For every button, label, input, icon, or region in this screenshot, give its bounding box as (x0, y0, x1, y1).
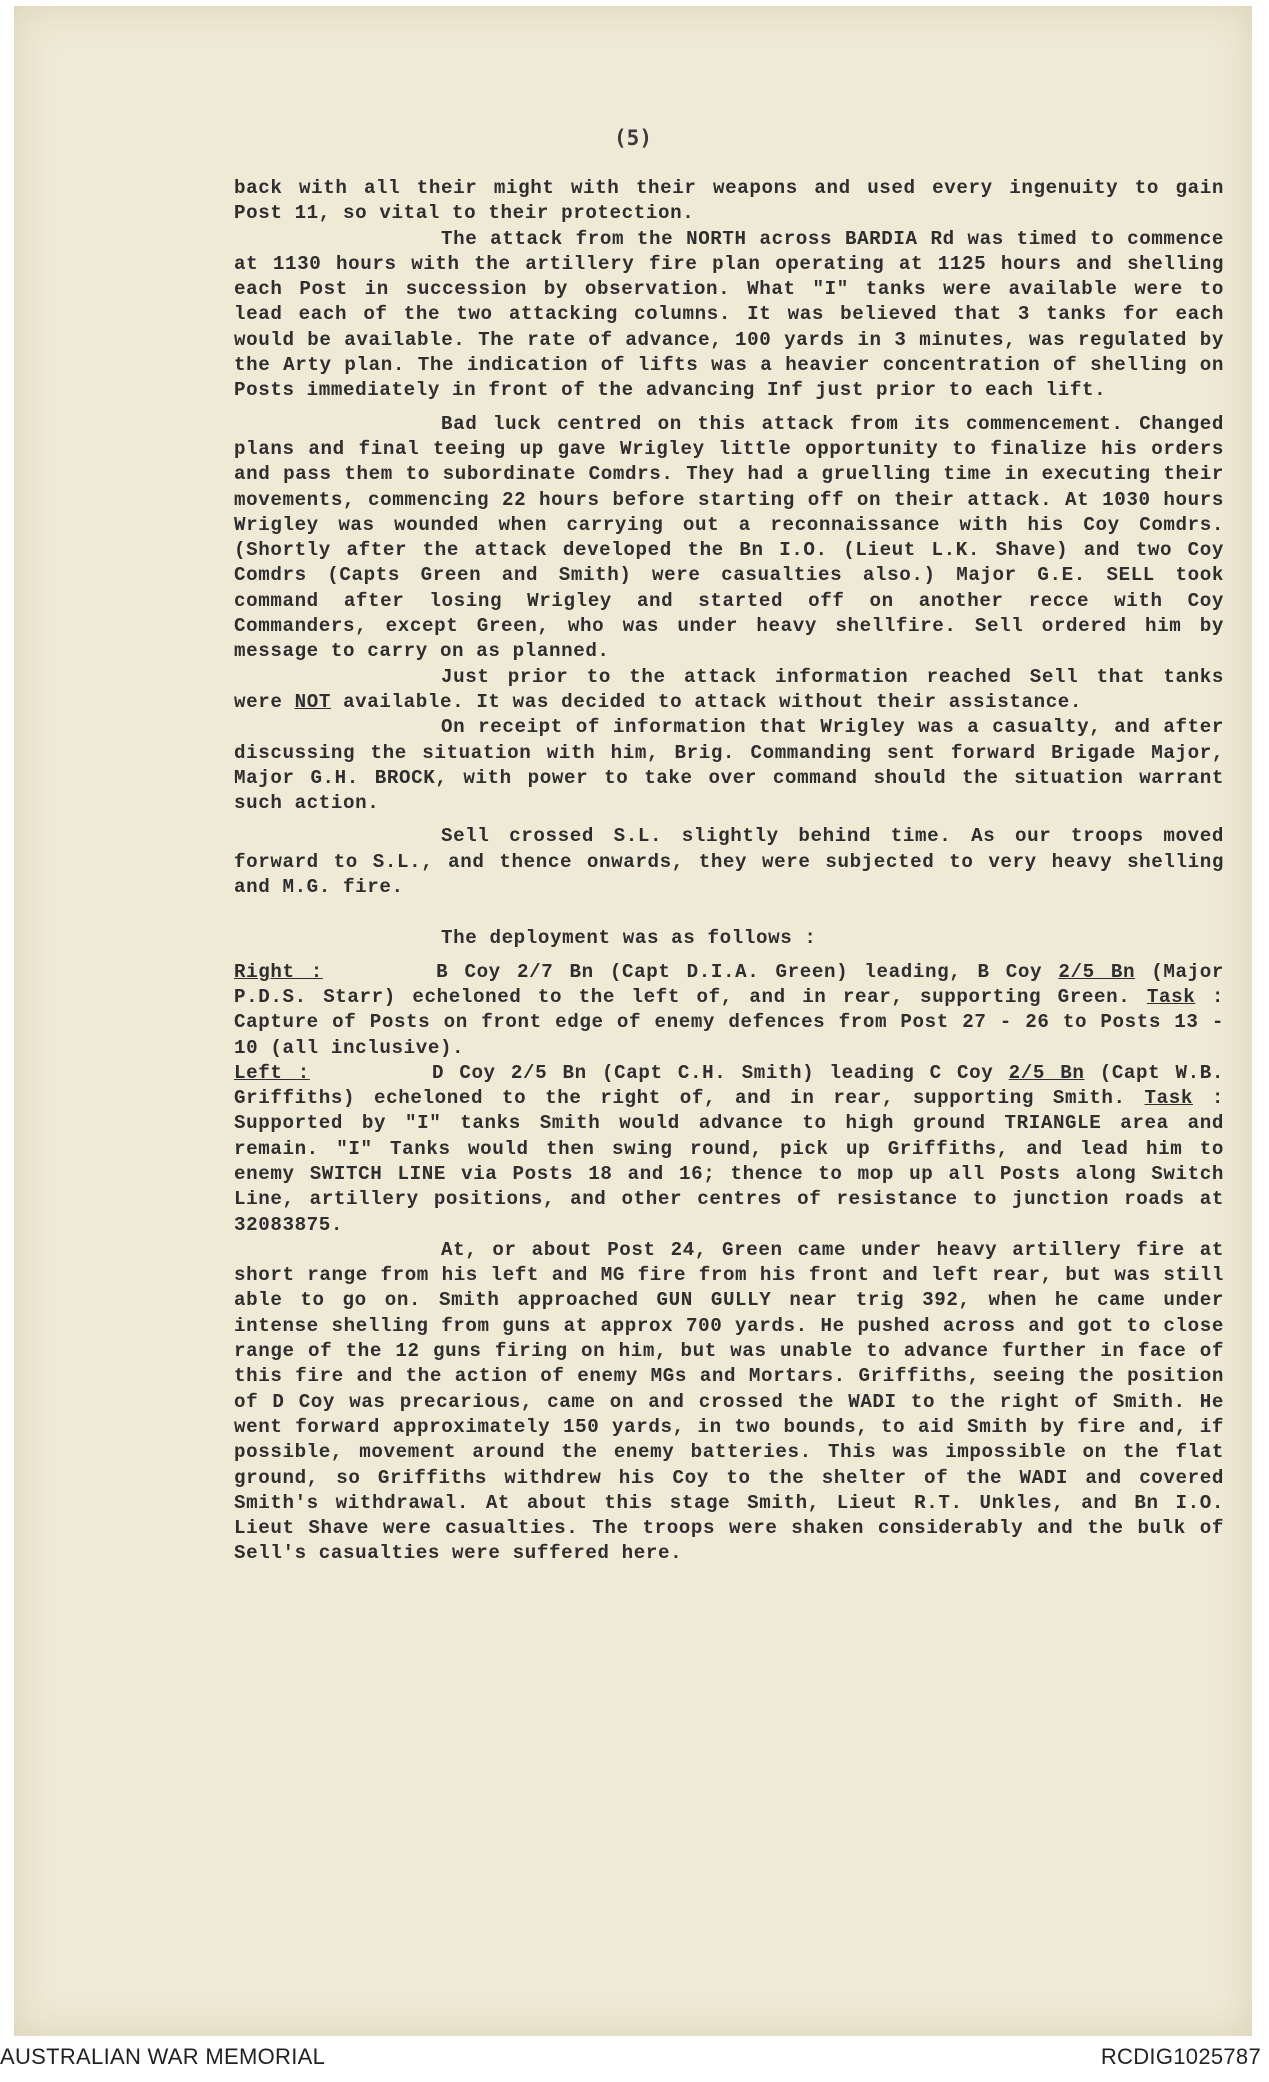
text-run: available. It was decided to attack without their assistance. (343, 690, 1083, 713)
text-run: (Capt W.B. Griffiths) echeloned to the right of, and in rear, supporting Smith. (234, 1061, 1224, 1110)
deployment-right (234, 960, 1224, 1061)
paragraph: Sell crossed S.L. slightly behind time. As our troops moved forward to S.L., and thence onwards, they were subjected to very heavy shelling and M.G. fire. (234, 825, 1224, 899)
section-label: Left : (234, 1061, 310, 1084)
paragraph: back with all their might with their weapons and used every ingenuity to gain Post 11, so vital to their protection. (234, 177, 1224, 225)
footer-id: RCDIG1025787 (1100, 2044, 1261, 2069)
footer-source: AUSTRALIAN WAR MEMORIAL (0, 2044, 326, 2069)
underlined-text: 2/5 Bn (1008, 1061, 1085, 1084)
text-run: : Supported by "I" tanks Smith would advance to high ground TRIANGLE area and remain. "I" Tanks would then swing round, pick up Griffiths, and lead him to enemy SWITCH LINE via Posts 18 and 16; thence to mop up all Posts along Switch Line, artillery positions, and other centres of resistance to junction roads at 32083875. (234, 1087, 1224, 1236)
paragraph: The attack from the NORTH across BARDIA Rd was timed to commence at 1130 hours with the artillery fire plan operating at 1125 hours and shelling each Post in succession by observation. What "I" tanks were available were to lead each of the two attacking columns. It was believed that 3 tanks for each would be available. The rate of advance, 100 yards in 3 minutes, was regulated by the Arty plan. The indication of lifts was a heavier concentration of shelling on Posts immediately in front of the advancing Inf just prior to each lift. (234, 227, 1224, 402)
text-run: Just prior to the attack information reached Sell that tanks were (234, 665, 1224, 713)
page-number: (5) (614, 126, 652, 150)
paragraph: On receipt of information that Wrigley was a casualty, and after discussing the situation with him, Brig. Commanding sent forward Brigade Major, Major G.H. BROCK, with power to take over command should the situation warrant such action. (234, 716, 1224, 815)
task-label: Task (1146, 985, 1196, 1008)
paragraph (234, 665, 1224, 716)
section-label: Right : (234, 960, 323, 983)
paragraph: The deployment was as follows : (441, 927, 817, 950)
task-label: Task (1144, 1087, 1193, 1110)
underlined-text: NOT (294, 690, 331, 713)
deployment-left (234, 1061, 1224, 1238)
text-run: D Coy 2/5 Bn (Capt C.H. Smith) leading C Coy (431, 1061, 994, 1084)
text-run: (Major P.D.S. Starr) echeloned to the left of, and in rear, supporting Green. (234, 960, 1224, 1008)
text-run: : Capture of Posts on front edge of enemy defences from Post 27 - 26 to Posts 13 - 10 (all inclusive). (234, 985, 1224, 1059)
document-body (234, 176, 1224, 1567)
underlined-text: 2/5 Bn (1058, 960, 1136, 983)
text-run: B Coy 2/7 Bn (Capt D.I.A. Green) leading, B Coy (436, 960, 1043, 983)
paragraph: Bad luck centred on this attack from its commencement. Changed plans and final teeing up gave Wrigley little opportunity to finalize his orders and pass them to subordinate Comdrs. They had a gruelling time in executing their movements, commencing 22 hours before starting off on their attack. At 1030 hours Wrigley was wounded when carrying out a reconnaissance with his Coy Comdrs. (Shortly after the attack developed the Bn I.O. (Lieut L.K. Shave) and two Coy Comdrs (Capts Green and Smith) were casualties also.) Major G.E. SELL took command after losing Wrigley and started off on another recce with Coy Commanders, except Green, who was under heavy shellfire. Sell ordered him by message to carry on as planned. (234, 412, 1224, 663)
paragraph: At, or about Post 24, Green came under heavy artillery fire at short range from his left and MG fire from his front and left rear, but was still able to go on. Smith approached GUN GULLY near trig 392, when he came under intense shelling from guns at approx 700 yards. He pushed across and got to close range of the 12 guns firing on him, but was unable to advance further in face of this fire and the action of enemy MGs and Mortars. Griffiths, seeing the position of D Coy was precarious, came on and crossed the WADI to the right of Smith. He went forward approximately 150 yards, in two bounds, to aid Smith by fire and, if possible, movement around the enemy batteries. This was impossible on the flat ground, so Griffiths withdrew his Coy to the shelter of the WADI and covered Smith's withdrawal. At about this stage Smith, Lieut R.T. Unkles, and Bn I.O. Lieut Shave were casualties. The troops were shaken considerably and the bulk of Sell's casualties were suffered here. (234, 1238, 1224, 1565)
document-page (14, 6, 1252, 2036)
